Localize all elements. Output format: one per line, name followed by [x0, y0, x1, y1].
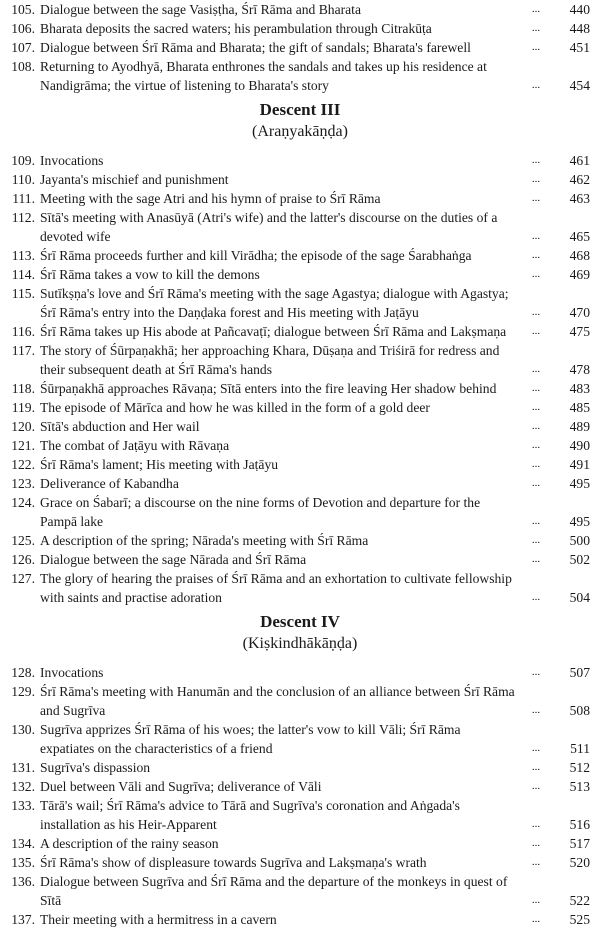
entry-page: 461 [569, 153, 590, 168]
toc-entry [0, 853, 600, 872]
entry-number: 112. [11, 210, 35, 225]
entry-number: 117. [11, 343, 35, 358]
entry-page: 516 [569, 817, 590, 832]
entry-page: 465 [569, 229, 590, 244]
entry-page: 513 [569, 779, 590, 794]
entry-page: 522 [569, 893, 590, 908]
entry-leader: ... [531, 401, 541, 413]
entry-page: 483 [569, 381, 590, 396]
entry-page: 462 [569, 172, 590, 187]
entry-number: 127. [11, 571, 35, 586]
entry-number: 136. [11, 874, 35, 889]
toc-entry [0, 19, 600, 38]
entry-page: 517 [569, 836, 590, 851]
entry-title: Śūrpaṇakhā approaches Rāvaṇa; Sītā enters into the fire leaving Her shadow behind [40, 381, 497, 396]
entry-number: 113. [11, 248, 35, 263]
entry-title: Śrī Rāma proceeds further and kill Virādha; the episode of the sage Śarabhaṅga [40, 248, 472, 263]
toc-entry [0, 208, 600, 246]
entry-title: Dialogue between the sage Nārada and Śrī Rāma [40, 552, 307, 567]
entry-page: 520 [569, 855, 590, 870]
entry-title: Meeting with the sage Atri and his hymn of praise to Śrī Rāma [40, 191, 381, 206]
entry-title: Śrī Rāma's show of displeasure towards Sugrīva and Lakṣmaṇa's wrath [40, 855, 427, 870]
entry-number: 114. [11, 267, 35, 282]
entry-number: 119. [11, 400, 35, 415]
entry-number: 120. [11, 419, 35, 434]
entry-leader: ... [531, 818, 541, 830]
entry-page: 502 [569, 552, 590, 567]
toc-entry [0, 322, 600, 341]
entry-page: 512 [569, 760, 590, 775]
entry-title: Sītā's abduction and Her wail [40, 419, 200, 434]
entry-number: 108. [11, 59, 35, 74]
entry-number: 123. [11, 476, 35, 491]
entry-number: 107. [11, 40, 35, 55]
entry-number: 121. [11, 438, 35, 453]
entry-leader: ... [531, 382, 541, 394]
entry-leader: ... [531, 439, 541, 451]
entry-page: 485 [569, 400, 590, 415]
entry-page: 463 [569, 191, 590, 206]
toc-entry [0, 796, 600, 834]
toc-entry [0, 531, 600, 550]
entry-title: Invocations [40, 153, 104, 168]
entry-page: 489 [569, 419, 590, 434]
toc-entry [0, 189, 600, 208]
entry-leader: ... [531, 515, 541, 527]
entry-number: 132. [11, 779, 35, 794]
toc-entry [0, 265, 600, 284]
entry-number: 115. [11, 286, 35, 301]
toc-entry [0, 720, 600, 758]
entry-leader: ... [531, 363, 541, 375]
toc-entry [0, 493, 600, 531]
entry-number: 137. [11, 912, 35, 927]
entry-title: Their meeting with a hermitress in a cavern [40, 912, 277, 927]
entry-leader: ... [531, 3, 541, 15]
entry-page: 508 [569, 703, 590, 718]
entry-number: 129. [11, 684, 35, 699]
toc-entry [0, 170, 600, 189]
entry-title: Dialogue between Śrī Rāma and Bharata; the gift of sandals; Bharata's farewell [40, 40, 471, 55]
entry-leader: ... [531, 894, 541, 906]
entry-title: Jayanta's mischief and punishment [40, 172, 229, 187]
toc-entry [0, 0, 600, 19]
section-continued [0, 0, 600, 95]
entry-number: 134. [11, 836, 35, 851]
entry-page: 454 [569, 78, 590, 93]
entry-title: Invocations [40, 665, 104, 680]
toc-entry [0, 57, 600, 95]
entry-number: 133. [11, 798, 35, 813]
toc-entry [0, 663, 600, 682]
entry-page: 440 [569, 2, 590, 17]
entry-leader: ... [531, 325, 541, 337]
entry-title: Śrī Rāma takes up His abode at Pañcavaṭī; dialogue between Śrī Rāma and Lakṣmaṇa [40, 324, 507, 339]
entry-leader: ... [531, 780, 541, 792]
toc-entry [0, 777, 600, 796]
entry-leader: ... [531, 268, 541, 280]
entry-title: The story of Śūrpaṇakhā; her approaching Khara, Dūṣaṇa and Triśirā for redress and their subsequent death at Śrī Rāma's hands [40, 343, 500, 377]
toc-entry [0, 398, 600, 417]
entry-title: The episode of Mārīca and how he was killed in the form of a gold deer [40, 400, 430, 415]
entry-title: A description of the rainy season [40, 836, 219, 851]
entry-number: 126. [11, 552, 35, 567]
toc-entry [0, 246, 600, 265]
toc-entry [0, 417, 600, 436]
entry-title: Duel between Vāli and Sugrīva; deliverance of Vāli [40, 779, 322, 794]
entry-title: Dialogue between Sugrīva and Śrī Rāma and the departure of the monkeys in quest of Sītā [40, 874, 508, 908]
entry-page: 475 [569, 324, 590, 339]
entry-leader: ... [531, 41, 541, 53]
toc-entry [0, 38, 600, 57]
entry-title: Śrī Rāma's lament; His meeting with Jaṭāyu [40, 457, 279, 472]
entry-title: The glory of hearing the praises of Śrī Rāma and an exhortation to cultivate fellowship with saints and practise adoration [40, 571, 512, 605]
entry-leader: ... [531, 230, 541, 242]
entry-page: 507 [569, 665, 590, 680]
toc-entry [0, 758, 600, 777]
entry-leader: ... [531, 704, 541, 716]
entry-number: 111. [12, 191, 35, 206]
section-heading: Descent III [259, 100, 341, 119]
entry-leader: ... [531, 154, 541, 166]
entry-title: Sugrīva apprizes Śrī Rāma of his woes; the latter's vow to kill Vāli; Śrī Rāma expatiates on the characteristics of a friend [40, 722, 461, 756]
section-subheading: (Araṇyakāṇḍa) [252, 123, 348, 140]
entry-number: 109. [11, 153, 35, 168]
entry-leader: ... [531, 173, 541, 185]
toc-entry [0, 151, 600, 170]
entry-page: 511 [570, 741, 590, 756]
entry-number: 105. [11, 2, 35, 17]
toc-entry [0, 834, 600, 853]
entry-page: 470 [569, 305, 590, 320]
entry-number: 122. [11, 457, 35, 472]
entry-page: 469 [569, 267, 590, 282]
entry-title: Deliverance of Kabandha [40, 476, 179, 491]
toc-entry [0, 436, 600, 455]
entry-page: 525 [569, 912, 590, 927]
entry-title: Śrī Rāma takes a vow to kill the demons [40, 267, 260, 282]
entry-leader: ... [531, 837, 541, 849]
entry-leader: ... [531, 22, 541, 34]
entry-title: Śrī Rāma's meeting with Hanumān and the conclusion of an alliance between Śrī Rāma and Sugrīva [40, 684, 515, 718]
entry-number: 135. [11, 855, 35, 870]
entry-page: 468 [569, 248, 590, 263]
entry-title: Sutīkṣṇa's love and Śrī Rāma's meeting with the sage Agastya; dialogue with Agastya; Śrī Rāma's entry into the Daṇḍaka forest and His meeting with Jaṭāyu [40, 286, 509, 320]
entry-page: 491 [569, 457, 590, 472]
entry-title: Grace on Śabarī; a discourse on the nine forms of Devotion and departure for the Pampā lake [40, 495, 481, 529]
toc-entry [0, 682, 600, 720]
toc-entry [0, 910, 600, 929]
entry-leader: ... [531, 79, 541, 91]
entry-number: 110. [11, 172, 35, 187]
entry-page: 504 [569, 590, 590, 605]
entry-number: 118. [11, 381, 35, 396]
toc-entry [0, 872, 600, 910]
entry-leader: ... [531, 306, 541, 318]
entry-leader: ... [531, 591, 541, 603]
entry-title: Sītā's meeting with Anasūyā (Atri's wife) and the latter's discourse on the duties of a devoted wife [40, 210, 498, 244]
entry-leader: ... [531, 761, 541, 773]
entry-page: 448 [569, 21, 590, 36]
entry-leader: ... [531, 534, 541, 546]
entry-leader: ... [531, 249, 541, 261]
entry-page: 500 [569, 533, 590, 548]
entry-page: 495 [569, 476, 590, 491]
entry-page: 495 [569, 514, 590, 529]
section-descent-iii [0, 99, 600, 607]
toc-entry [0, 455, 600, 474]
entry-page: 478 [569, 362, 590, 377]
section-heading: Descent IV [260, 612, 340, 631]
entry-title: A description of the spring; Nārada's meeting with Śrī Rāma [40, 533, 369, 548]
entry-leader: ... [531, 420, 541, 432]
entry-title: Bharata deposits the sacred waters; his perambulation through Citrakūṭa [40, 21, 432, 36]
entry-leader: ... [531, 477, 541, 489]
entry-leader: ... [531, 913, 541, 925]
entry-number: 116. [11, 324, 35, 339]
entry-leader: ... [531, 458, 541, 470]
entry-number: 125. [11, 533, 35, 548]
entry-number: 131. [11, 760, 35, 775]
entry-title: Tārā's wail; Śrī Rāma's advice to Tārā and Sugrīva's coronation and Aṅgada's installation as his Heir-Apparent [40, 798, 460, 832]
entry-number: 124. [11, 495, 35, 510]
entry-leader: ... [531, 856, 541, 868]
toc-entry [0, 569, 600, 607]
entry-number: 128. [11, 665, 35, 680]
entry-leader: ... [531, 742, 541, 754]
entry-title: Dialogue between the sage Vasiṣṭha, Śrī Rāma and Bharata [40, 2, 361, 17]
entry-leader: ... [531, 553, 541, 565]
toc-entry [0, 379, 600, 398]
entry-number: 106. [11, 21, 35, 36]
toc-entry [0, 474, 600, 493]
entry-title: Sugrīva's dispassion [40, 760, 151, 775]
entry-leader: ... [531, 666, 541, 678]
toc-entry [0, 284, 600, 322]
entry-title: The combat of Jaṭāyu with Rāvaṇa [40, 438, 230, 453]
entry-title: Returning to Ayodhyā, Bharata enthrones the sandals and takes up his residence at Nandigrāma; the virtue of listening to Bharata's story [40, 59, 487, 93]
toc-entry [0, 341, 600, 379]
entry-number: 130. [11, 722, 35, 737]
entry-leader: ... [531, 192, 541, 204]
entry-page: 451 [569, 40, 590, 55]
entry-page: 490 [569, 438, 590, 453]
section-subheading: (Kiṣkindhākāṇḍa) [242, 635, 358, 652]
section-descent-iv [0, 611, 600, 929]
toc-entry [0, 550, 600, 569]
